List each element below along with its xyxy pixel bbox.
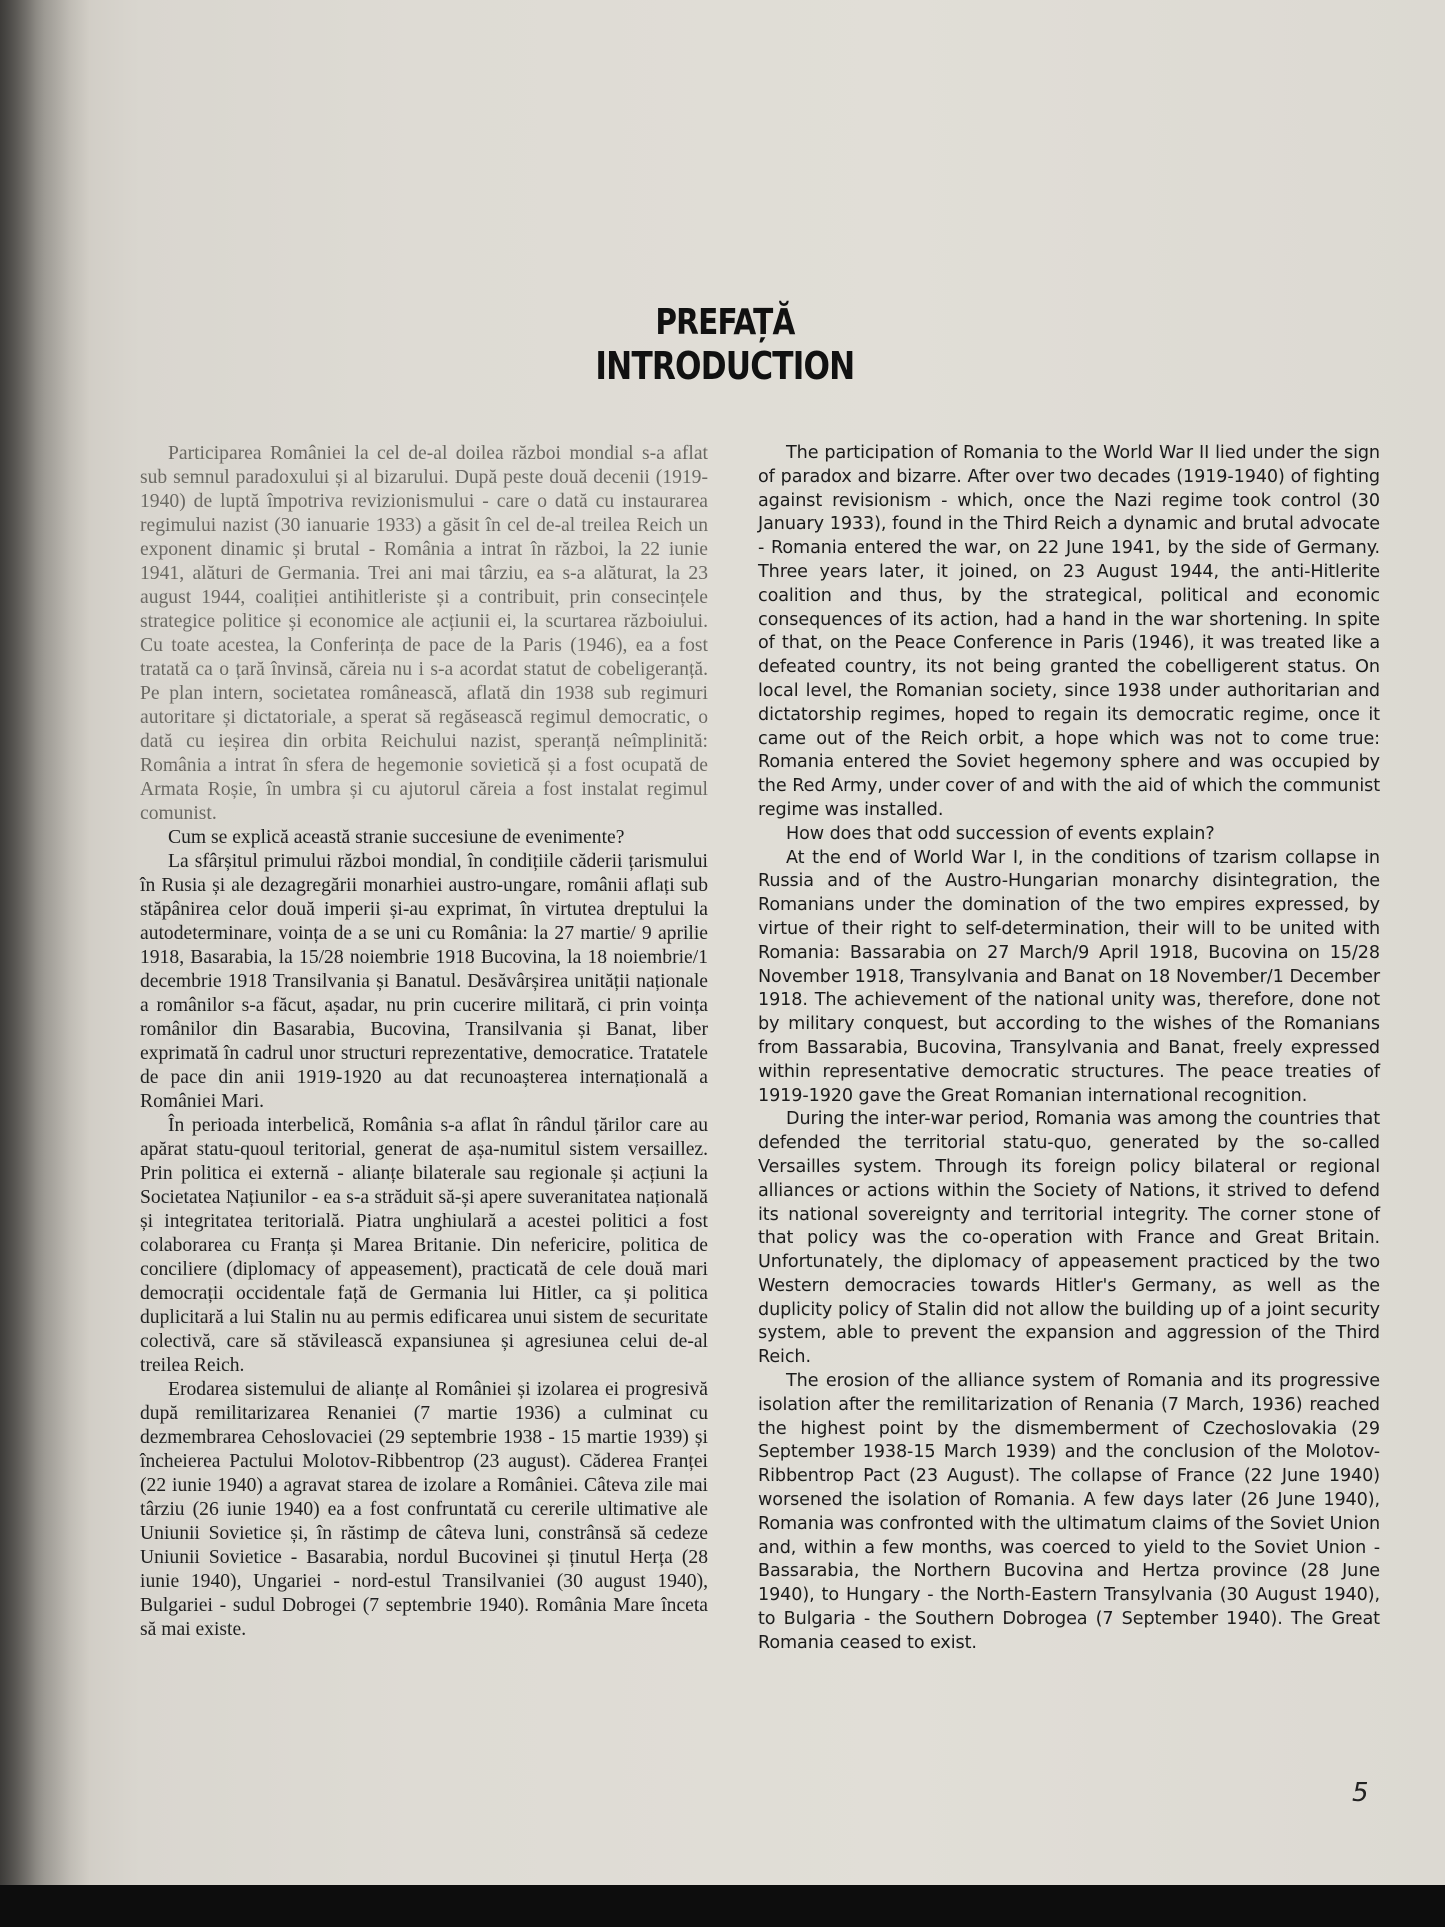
- page-number: 5: [1352, 1778, 1369, 1808]
- english-paragraph-1: The participation of Romania to the World War II lied under the sign of paradox and bizarre. After over two decades (1919-1940) of fighting against revisionism - which, once the Nazi regime took control (30 January 1933), found in the Third Reich a dynamic and brutal advocate - Romania entered the war, on 22 June 1941, by the side of Germany. Three years later, it joined, on 23 August 1944, the anti-Hitlerite coalition and thus, by the strategical, political and economic consequences of its action, had a hand in the war shortening. In spite of that, on the Peace Conference in Paris (1946), it was treated like a defeated country, its not being granted the cobelligerent status. On local level, the Romanian society, since 1938 under authoritarian and dictatorship regimes, hoped to regain its democratic regime, once it came out of the Reich orbit, a hope which was not to come true: Romania entered the Soviet hegemony sphere and was occupied by the Red Army, under cover of and with the aid of which the communist regime was installed.: [758, 443, 1380, 820]
- english-paragraph-4: During the inter-war period, Romania was among the countries that defended the territorial statu-quo, generated by the so-called Versailles system. Through its foreign policy bilateral or regional alliances or actions within the Society of Nations, it strived to defend its national sovereignty and territorial integrity. The corner stone of that policy was the co-operation with France and Great Britain. Unfortunately, the diplomacy of appeasement practiced by the two Western democracies towards Hitler's Germany, as well as the duplicity policy of Stalin did not allow the building up of a joint security system, able to prevent the expansion and aggression of the Third Reich.: [758, 1109, 1380, 1368]
- romanian-paragraph-2: Cum se explică această stranie succesiune de evenimente?: [168, 827, 625, 848]
- page-title-romanian: PREFAȚĂ: [655, 302, 795, 343]
- romanian-paragraph-5: Erodarea sistemului de alianțe al României și izolarea ei progresivă după remilitarizarea Renaniei (7 martie 1936) a culminat cu dezmembrarea Cehoslovaciei (29 septembrie 1938 - 15 martie 1939) și încheierea Pactului Molotov-Ribbentrop (23 august). Căderea Franței (22 iunie 1940) a agravat starea de izolare a României. Câteva zile mai târziu (26 iunie 1940) ea a fost confruntată cu cererile ultimative ale Uniunii Sovietice și, în răstimp de câteva luni, constrânsă să cedeze Uniunii Sovietice - Basarabia, nordul Bucovinei și ținutul Herța (28 iunie 1940), Ungariei - nord-estul Transilvaniei (30 august 1940), Bulgariei - sudul Dobrogei (7 septembrie 1940). România Mare înceta să mai existe.: [140, 1379, 708, 1640]
- romanian-paragraph-3: La sfârșitul primului război mondial, în condițiile căderii țarismului în Rusia și ale dezagregării monarhiei austro-ungare, românii aflați sub stăpânirea celor două imperii și-au exprimat, în virtutea dreptului la autodeterminare, voința de a se uni cu România: la 27 martie/ 9 aprilie 1918, Basarabia, la 15/28 noiembrie 1918 Bucovina, la 18 noiembrie/1 decembrie 1918 Transilvania și Banatul. Desăvârșirea unității naționale a românilor s-a făcut, așadar, nu prin cucerire militară, ci prin voința românilor din Basarabia, Bucovina, Transilvania și Banat, liber exprimată în cadrul unor structuri reprezentative, democratice. Tratatele de pace din anii 1919-1920 au dat recunoașterea internațională a României Mari.: [140, 851, 708, 1112]
- english-paragraph-5: The erosion of the alliance system of Romania and its progressive isolation after the remilitarization of Renania (7 March, 1936) reached the highest point by the dismemberment of Czechoslovakia (29 September 1938-15 March 1939) and the conclusion of the Molotov-Ribbentrop Pact (23 August). The collapse of France (22 June 1940) worsened the isolation of Romania. A few days later (26 June 1940), Romania was confronted with the ultimatum claims of the Soviet Union and, within a few months, was coerced to yield to the Soviet Union - Bassarabia, the Northern Bucovina and Hertza province (28 June 1940), to Hungary - the North-Eastern Transylvania (30 August 1940), to Bulgaria - the Southern Dobrogea (7 September 1940). The Great Romania ceased to exist.: [758, 1371, 1380, 1653]
- english-paragraph-3: At the end of World War I, in the conditions of tzarism collapse in Russia and of the Austro-Hungarian monarchy disintegration, the Romanians under the domination of the two empires expressed, by virtue of their right to self-determination, their will to be united with Romania: Bassarabia on 27 March/9 April 1918, Bucovina on 15/28 November 1918, Transylvania and Banat on 18 November/1 December 1918. The achievement of the national unity was, therefore, done not by military conquest, but according to the wishes of the Romanians from Bassarabia, Bucovina, Transylvania and Banat, freely expressed within representative democratic structures. The peace treaties of 1919-1920 gave the Great Romanian international recognition.: [758, 847, 1380, 1106]
- gutter-shadow: [0, 0, 90, 1885]
- page-title-english: INTRODUCTION: [595, 344, 855, 388]
- english-text-column: [758, 442, 1380, 1656]
- romanian-text-column: [140, 442, 708, 1642]
- romanian-paragraph-4: În perioada interbelică, România s-a aflat în rândul țărilor care au apărat statu-quoul teritorial, generat de așa-numitul sistem versaillez. Prin politica ei externă - alianțe bilaterale sau regionale și acțiuni la Societatea Națiunilor - ea s-a străduit să-și apere suveranitatea națională și integritatea teritorială. Piatra unghiulară a acestei politici a fost colaborarea cu Franța și Marea Britanie. Din nefericire, politica de conciliere (diplomacy of appeasement), practicată de cele două mari democrații occidentale față de Germania lui Hitler, ca și politica duplicitară a lui Stalin nu au permis edificarea unui sistem de securitate colectivă, care să stăvilească expansiunea și agresiunea celui de-al treilea Reich.: [140, 1115, 708, 1376]
- english-paragraph-2: How does that odd succession of events explain?: [786, 823, 1215, 844]
- dark-background-edge: [0, 1885, 1445, 1927]
- romanian-paragraph-1: Participarea României la cel de-al doilea război mondial s-a aflat sub semnul paradoxului și al bizarului. După peste două decenii (1919-1940) de luptă împotriva revizionismului - care o dată cu instaurarea regimului nazist (30 ianuarie 1933) a găsit în cel de-al treilea Reich un exponent dinamic și brutal - România a intrat în război, la 22 iunie 1941, alături de Germania. Trei ani mai târziu, ea s-a alăturat, la 23 august 1944, coaliției antihitleriste și a contribuit, prin consecințele strategice politice și economice ale acțiunii ei, la scurtarea războiului. Cu toate acestea, la Conferința de pace de la Paris (1946), ea a fost tratată ca o țară învinsă, căreia nu i s-a acordat statut de cobeligeranță. Pe plan intern, societatea românească, aflată din 1938 sub regimuri autoritare și dictatoriale, a sperat să regăsească regimul democratic, o dată cu ieșirea din orbita Reichului nazist, speranță neîmplinită: România a intrat în sfera de hegemonie sovietică și a fost ocupată de Armata Roșie, în umbra și cu ajutorul căreia a fost instalat regimul comunist.: [140, 443, 708, 824]
